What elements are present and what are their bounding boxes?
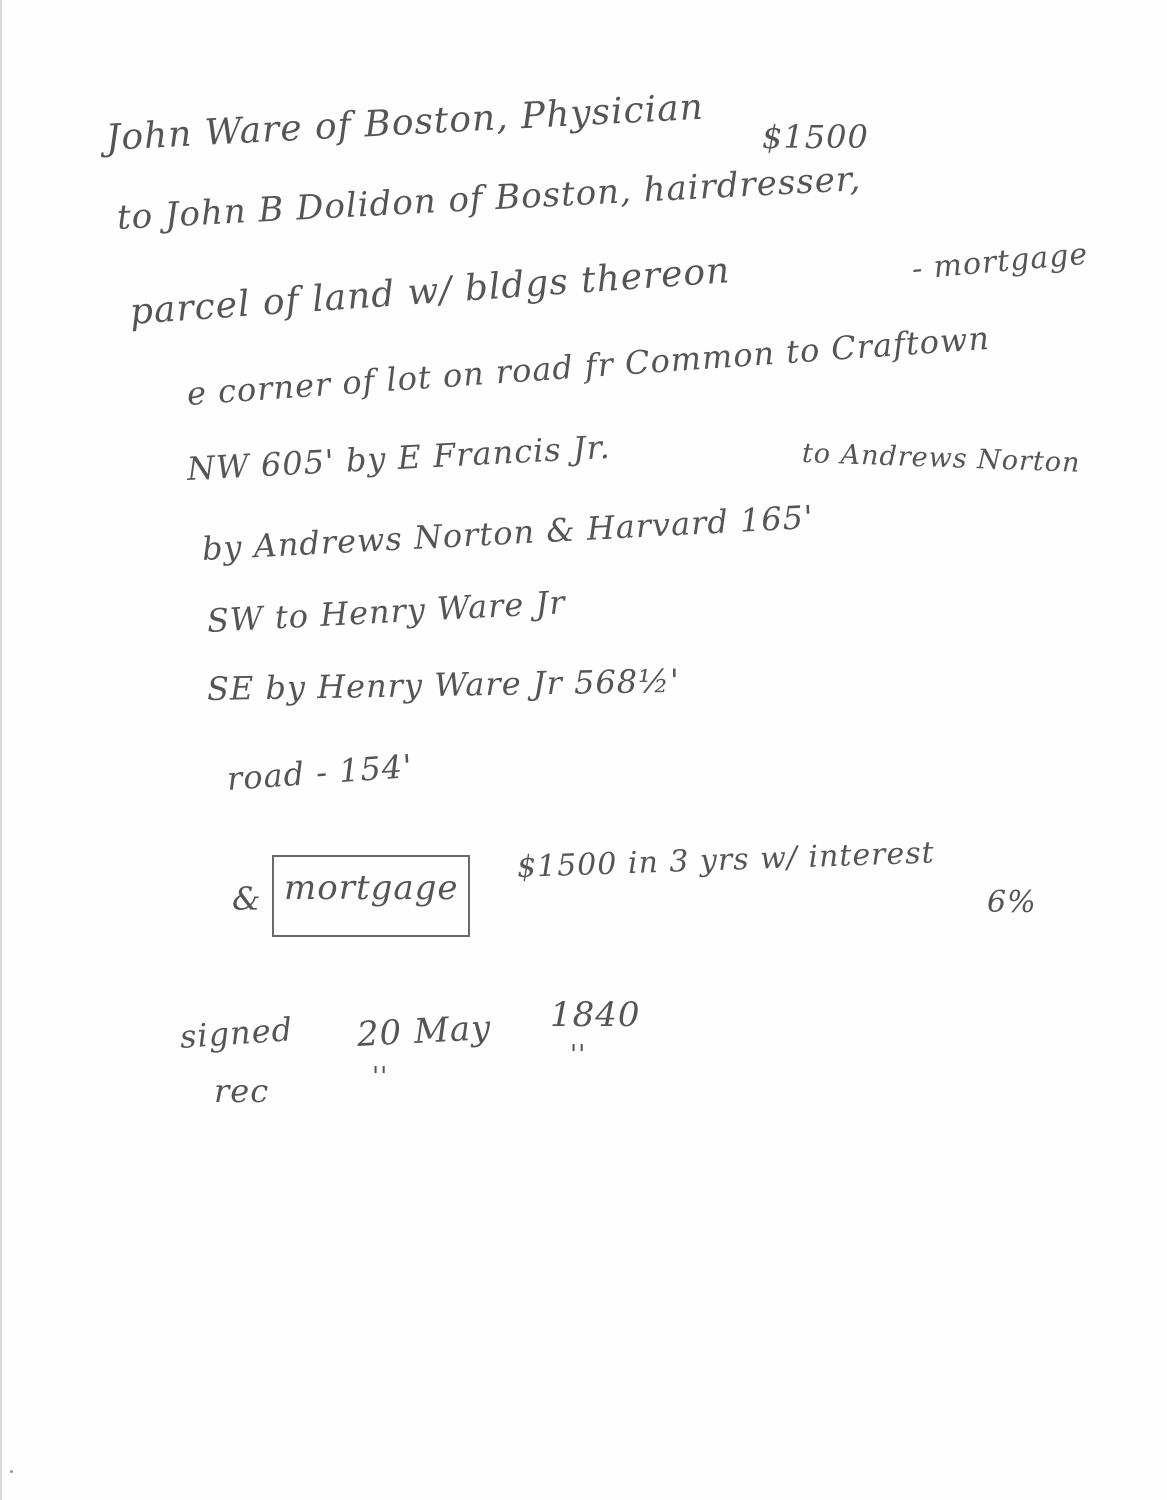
signed-label: signed xyxy=(178,1010,295,1056)
signed-date: 20 May xyxy=(355,1007,493,1055)
boundary-line-1: e corner of lot on road fr Common to Craftown xyxy=(185,318,992,413)
boundary-line-2: NW 605' by E Francis Jr. xyxy=(186,427,612,488)
mortgage-prefix: & xyxy=(232,880,262,918)
scan-speck xyxy=(10,1470,13,1473)
mortgage-terms: $1500 in 3 yrs w/ interest xyxy=(516,835,936,885)
interest-rate: 6% xyxy=(987,885,1037,920)
boundary-line-5: SE by Henry Ware Jr 568½' xyxy=(206,661,681,708)
boundary-line-4: SW to Henry Ware Jr xyxy=(206,583,567,640)
recorded-label: rec xyxy=(214,1072,270,1110)
grantor-line: John Ware of Boston, Physician xyxy=(104,86,705,159)
ditto-mark-date: '' xyxy=(372,1062,389,1092)
parcel-line: parcel of land w/ bldgs thereon xyxy=(128,250,732,333)
grantee-line: to John B Dolidon of Boston, hairdresser, xyxy=(115,159,863,238)
mortgage-boxed-label: mortgage xyxy=(284,868,459,908)
ditto-mark-year: '' xyxy=(570,1040,587,1070)
signed-year: 1840 xyxy=(550,995,641,1035)
deed-type: - mortgage xyxy=(910,236,1090,287)
boundary-line-6: road - 154' xyxy=(225,747,415,798)
boundary-line-2b: to Andrews Norton xyxy=(801,438,1081,479)
amount: $1500 xyxy=(762,118,869,156)
boundary-line-3: by Andrews Norton & Harvard 165' xyxy=(201,497,815,568)
